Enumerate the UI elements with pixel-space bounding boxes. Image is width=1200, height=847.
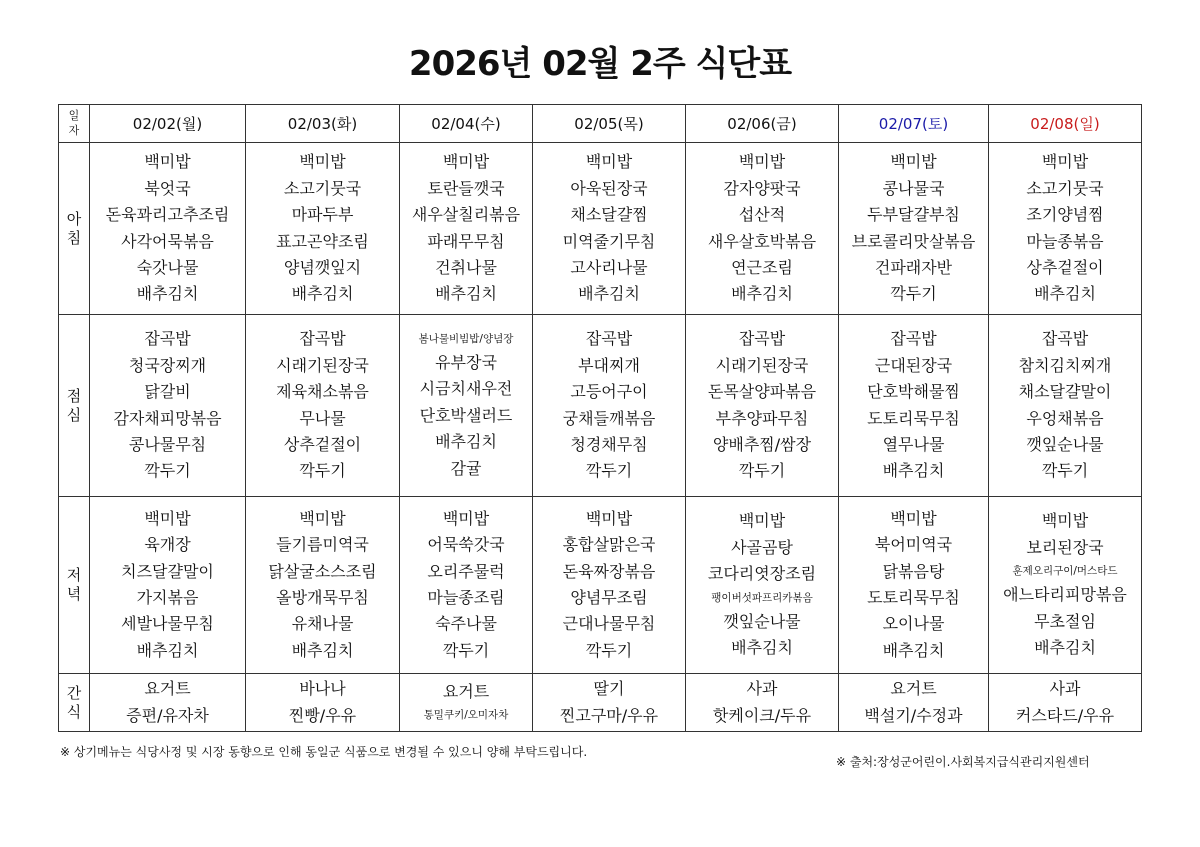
menu-item: 깍두기 [585,461,633,481]
snack-cell [400,674,533,732]
menu-item: 증편/유자차 [126,705,209,725]
menu-item: 깻잎순나물 [723,611,801,631]
menu-item: 배추김치 [291,640,354,660]
menu-item: 배추김치 [731,638,793,658]
snack-cell [533,674,686,732]
menu-item: 숙갓나물 [136,257,199,277]
menu-table [58,104,1142,732]
menu-item: 홍합살맑은국 [562,535,656,555]
menu-item: 오이나물 [882,614,945,634]
breakfast-cell [839,143,989,315]
breakfast-label [59,143,90,315]
menu-item: 북어미역국 [874,535,953,555]
menu-item: 두부달걀부침 [867,205,960,225]
menu-item: 바나나 [299,679,346,699]
source-note: ※ 출처:장성군어린이.사회복지급식관리지원센터 [836,755,1090,769]
snack-cell [246,674,400,732]
menu-item: 잡곡밥 [890,329,937,349]
menu-item: 근대된장국 [874,355,953,375]
menu-item: 올방개묵무침 [276,588,369,607]
menu-item: 브로콜리맛살볶음 [851,231,976,251]
menu-item: 시래기된장국 [715,355,809,375]
menu-item: 도토리묵무침 [867,408,960,428]
menu-item: 딸기 [593,679,625,699]
menu-item: 마늘종볶음 [1026,231,1104,251]
menu-item: 콩나물국 [882,178,945,198]
menu-item: 시래기된장국 [276,355,369,375]
dinner-row [59,497,1142,674]
menu-item: 백미밥 [442,508,490,528]
lunch-cell [839,315,989,497]
menu-item: 깍두기 [738,461,786,481]
dinner-cell [989,497,1142,674]
menu-item: 깍두기 [299,461,346,481]
menu-item: 훈제오리구이/머스타드 [1012,565,1118,578]
day-header-sunday: 02/08(일) [989,105,1142,143]
menu-item: 잡곡밥 [1041,329,1089,349]
menu-item: 배추김치 [1034,638,1096,658]
page-title: 2026년 02월 2주 식단표 [408,44,792,84]
menu-item: 요거트 [144,679,191,699]
menu-item: 사골곰탕 [731,537,793,557]
menu-item: 배추김치 [435,284,497,304]
menu-item: 코다리엿장조림 [707,564,817,584]
menu-item: 새우살칠리볶음 [411,205,521,225]
menu-item: 깻잎순나물 [1026,434,1104,454]
menu-item: 양배추찜/쌈장 [712,434,812,454]
dinner-cell [533,497,686,674]
menu-item: 백미밥 [890,508,937,528]
menu-item: 토란들깻국 [427,178,505,198]
menu-item: 요거트 [890,679,937,699]
header-row [59,105,1142,143]
dinner-cell [400,497,533,674]
meal-label-char: 침 [66,228,82,247]
menu-item: 감귤 [450,458,482,478]
menu-item: 어묵쑥갓국 [427,535,505,555]
menu-item: 연근조림 [731,257,793,277]
dinner-cell [246,497,400,674]
breakfast-cell [400,143,533,315]
menu-item: 깍두기 [585,640,633,660]
menu-item: 보리된장국 [1026,537,1104,557]
snack-cell [989,674,1142,732]
menu-item: 육개장 [144,535,191,555]
day-header: 02/02(월) [90,105,246,143]
meal-label-char: 녁 [66,585,82,603]
menu-item: 세발나물무침 [121,614,214,634]
menu-item: 단호박해물찜 [867,382,960,402]
menu-item: 단호박샐러드 [419,405,513,425]
menu-item: 유채나물 [291,614,354,634]
date-corner-label [59,105,90,143]
menu-item: 사각어묵볶음 [121,231,214,251]
meal-label-char: 간 [66,683,82,702]
menu-item: 미역줄기무침 [562,231,656,251]
breakfast-cell [246,143,400,315]
menu-item: 봄나물비빔밥/양념장 [418,332,514,345]
menu-item: 백미밥 [585,508,633,528]
breakfast-cell [686,143,839,315]
snack-label [59,674,90,732]
menu-item: 감자양팟국 [723,178,801,198]
menu-item: 마파두부 [291,205,354,225]
menu-item: 잡곡밥 [299,329,346,349]
dinner-cell [686,497,839,674]
menu-item: 깍두기 [1041,461,1089,481]
day-header: 02/04(수) [400,105,533,143]
menu-item: 들기름미역국 [276,535,369,555]
day-header-saturday: 02/07(토) [839,105,989,143]
menu-item: 소고기뭇국 [1026,178,1104,198]
lunch-cell [90,315,246,497]
menu-item: 닭갈비 [144,382,191,402]
menu-item: 배추김치 [731,284,793,304]
meal-label-char: 점 [66,386,82,405]
menu-item: 백미밥 [442,152,490,172]
menu-item: 사과 [746,679,778,699]
corner-char: 일 [68,109,80,123]
menu-item: 닭볶음탕 [882,561,945,581]
menu-item: 청국장찌개 [128,355,207,375]
menu-item: 배추김치 [882,640,945,660]
lunch-cell [246,315,400,497]
menu-item: 사과 [1049,679,1081,699]
menu-item: 상추겉절이 [283,434,362,454]
menu-item: 돈육짜장볶음 [562,561,656,581]
menu-item: 새우살호박볶음 [707,231,817,251]
menu-item: 시금치새우전 [419,379,513,399]
menu-item: 감자채피망볶음 [113,408,222,428]
menu-item: 깍두기 [144,461,191,481]
breakfast-cell [90,143,246,315]
menu-item: 배추김치 [1034,284,1096,304]
menu-item: 고사리나물 [570,257,648,277]
menu-item: 요거트 [442,681,490,701]
menu-item: 무나물 [299,408,346,428]
lunch-row [59,315,1142,497]
menu-item: 돈목살양파볶음 [707,382,817,402]
menu-item: 청경채무침 [570,434,648,454]
menu-item: 배추김치 [882,461,945,481]
menu-item: 백미밥 [1041,152,1089,172]
snack-cell [839,674,989,732]
lunch-cell [686,315,839,497]
menu-item: 핫케이크/두유 [712,705,812,725]
menu-item: 팽이버섯파프리카볶음 [711,591,813,604]
menu-item: 도토리묵무침 [867,588,960,607]
lunch-label [59,315,90,497]
menu-item: 채소달걀말이 [1018,382,1112,402]
lunch-cell [989,315,1142,497]
lunch-cell [400,315,533,497]
menu-item: 백미밥 [299,508,346,528]
menu-item: 참치김치찌개 [1018,355,1112,375]
menu-item: 표고곤약조림 [276,231,369,251]
menu-item: 백미밥 [299,152,346,172]
menu-item: 콩나물무침 [128,434,207,454]
menu-item: 우엉채볶음 [1026,408,1104,428]
menu-item: 숙주나물 [435,614,497,634]
menu-item: 백미밥 [738,152,786,172]
menu-item: 파래무무침 [427,231,505,251]
corner-char: 자 [68,123,80,137]
menu-item: 백미밥 [585,152,633,172]
menu-item: 잡곡밥 [144,329,191,349]
menu-item: 아욱된장국 [570,178,648,198]
menu-item: 애느타리피망볶음 [1003,585,1127,605]
menu-item: 양념무조림 [570,588,648,607]
menu-item: 채소달걀찜 [570,205,648,225]
menu-item: 백설기/수정과 [864,705,963,725]
day-header: 02/05(목) [533,105,686,143]
lunch-cell [533,315,686,497]
menu-item: 커스타드/우유 [1015,705,1115,725]
menu-item: 배추김치 [291,284,354,304]
menu-item: 닭살굴소스조림 [268,561,377,581]
dinner-label [59,497,90,674]
meal-label-char: 심 [66,405,82,424]
menu-item: 유부장국 [435,352,497,372]
day-header: 02/03(화) [246,105,400,143]
meal-label-char: 아 [66,209,82,228]
menu-item: 제육채소볶음 [276,382,369,402]
menu-item: 건취나물 [435,257,497,277]
menu-item: 양념깻잎지 [283,257,362,277]
menu-item: 섭산적 [738,205,786,225]
menu-item: 소고기뭇국 [283,178,362,198]
menu-item: 오리주물럭 [427,561,505,581]
menu-item: 잡곡밥 [585,329,633,349]
breakfast-cell [989,143,1142,315]
menu-item: 배추김치 [435,432,497,452]
menu-item: 근대나물무침 [562,614,656,634]
menu-item: 백미밥 [144,508,191,528]
menu-item: 찐고구마/우유 [559,705,659,725]
dinner-cell [90,497,246,674]
meal-label-char: 식 [66,702,82,721]
menu-item: 상추겉절이 [1026,257,1104,277]
menu-item: 통밀쿠키/오미자차 [423,709,509,722]
breakfast-row [59,143,1142,315]
menu-item: 백미밥 [890,152,937,172]
menu-item: 부대찌개 [578,355,640,375]
menu-item: 깍두기 [442,640,490,660]
breakfast-cell [533,143,686,315]
menu-item: 치즈달걀말이 [121,561,214,581]
menu-item: 배추김치 [578,284,640,304]
menu-item: 건파래자반 [874,257,953,277]
menu-item: 마늘종조림 [427,588,505,607]
menu-item: 궁채들깨볶음 [562,408,656,428]
snack-cell [686,674,839,732]
menu-item: 백미밥 [738,511,786,531]
menu-item: 배추김치 [136,640,199,660]
menu-item: 잡곡밥 [738,329,786,349]
menu-item: 조기양념찜 [1026,205,1104,225]
dinner-cell [839,497,989,674]
menu-item: 무초절임 [1034,611,1096,631]
day-header: 02/06(금) [686,105,839,143]
menu-item: 찐빵/우유 [288,705,357,725]
snack-row [59,674,1142,732]
menu-item: 부추양파무침 [715,408,809,428]
menu-item: 백미밥 [144,152,191,172]
menu-item: 백미밥 [1041,511,1089,531]
menu-item: 가지볶음 [136,588,199,607]
menu-item: 고등어구이 [570,382,648,402]
footnote: ※ 상기메뉴는 식당사정 및 시장 동향으로 인해 동일군 식품으로 변경될 수 있으니 양해 부탁드립니다. [60,745,588,759]
snack-cell [90,674,246,732]
menu-item: 돈육꽈리고추조림 [105,205,230,225]
menu-item: 배추김치 [136,284,199,304]
menu-item: 북엇국 [144,178,191,198]
meal-label-char: 저 [66,566,82,585]
menu-item: 열무나물 [882,434,945,454]
menu-item: 깍두기 [890,284,937,304]
